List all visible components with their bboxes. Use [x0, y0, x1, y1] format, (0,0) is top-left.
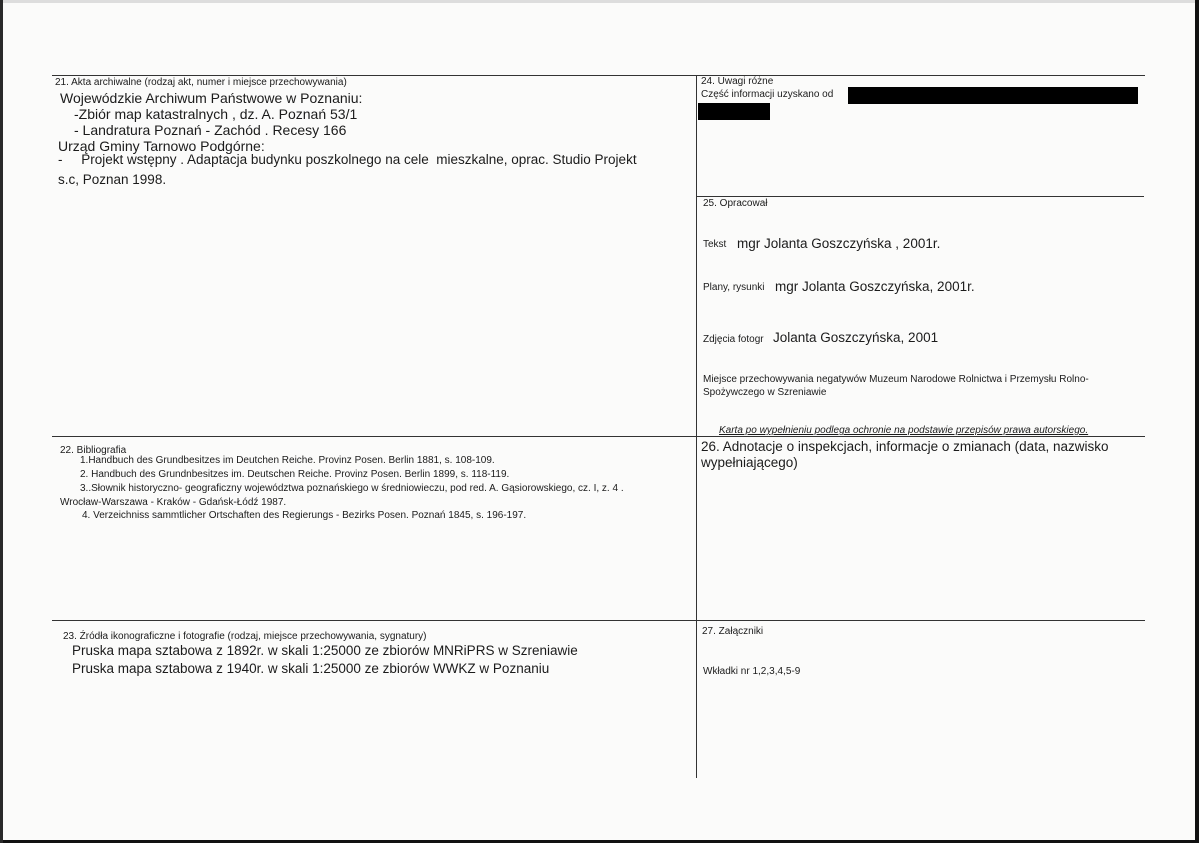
copyright-note: Karta po wypełnieniu podlega ochronie na podstawie przepisów prawa autorskiego. — [719, 425, 1089, 436]
section-27-label: 27. Załączniki — [702, 626, 764, 637]
plans-author-value: mgr Jolanta Goszczyńska, 2001r. — [775, 279, 975, 294]
section-21-line: s.c, Poznan 1998. — [58, 172, 167, 187]
photos-author-label: Zdjęcia fotogr — [703, 334, 764, 345]
redaction-bar — [848, 87, 1138, 104]
redaction-bar — [698, 103, 770, 120]
scan-edge-top — [0, 0, 1199, 3]
photos-author-value: Jolanta Goszczyńska, 2001 — [773, 330, 939, 345]
section-21-line: Wojewódzkie Archiwum Państwowe w Poznaniu: — [60, 90, 363, 106]
section-23-line: Pruska mapa sztabowa z 1940r. w skali 1:25000 ze zbiorów WWKZ w Poznaniu — [72, 661, 550, 676]
scan-edge-left — [0, 0, 3, 843]
section-24-line: Część informacji uzyskano od — [701, 89, 834, 100]
bibliography-entry: 3..Słownik historyczno- geograficzny województwa poznańskiego w średniowieczu, pod red. A. Gąsiorowskiego, cz. I, z. 4 . — [80, 483, 624, 494]
rule-middle — [52, 436, 1145, 437]
negatives-storage: Spożywczego w Szreniawie — [703, 387, 827, 398]
section-24-label: 24. Uwagi różne — [701, 76, 774, 87]
text-author-value: mgr Jolanta Goszczyńska , 2001r. — [737, 236, 941, 251]
bibliography-entry: 2. Handbuch des Grundnbesitzes im. Deutschen Reiche. Provinz Posen. Berlin 1899, s. 118-119. — [80, 469, 510, 480]
bibliography-entry: 4. Verzeichniss sammtlicher Ortschaften des Regierungs - Bezirks Posen. Poznań 1845, s. 196-197. — [82, 510, 527, 521]
plans-author-label: Plany, rysunki — [703, 282, 765, 293]
section-21-line: - Landratura Poznań - Zachód . Recesy 166 — [74, 122, 347, 138]
attachments-value: Wkładki nr 1,2,3,4,5-9 — [703, 666, 801, 677]
negatives-storage: Miejsce przechowywania negatywów Muzeum Narodowe Rolnictwa i Przemysłu Rolno- — [703, 374, 1089, 385]
scan-edge-right — [1195, 0, 1199, 843]
section-21-line: -Zbiór map katastralnych , dz. A. Poznań 53/1 — [74, 106, 358, 122]
section-26-label: 26. Adnotacje o inspekcjach, informacje o zmianach (data, nazwisko — [701, 439, 1109, 454]
text-author-label: Tekst — [703, 239, 727, 250]
section-23-line: Pruska mapa sztabowa z 1892r. w skali 1:25000 ze zbiorów MNRiPRS w Szreniawie — [72, 643, 578, 658]
rule-24-25 — [696, 196, 1144, 197]
section-21-label: 21. Akta archiwalne (rodzaj akt, numer i miejsce przechowywania) — [55, 77, 347, 88]
section-26-label: wypełniającego) — [701, 455, 798, 470]
rule-lower — [52, 620, 1145, 621]
section-21-line: Urząd Gminy Tarnowo Podgórne: — [58, 138, 265, 154]
section-22-label: 22. Bibliografia — [60, 445, 127, 456]
top-rule — [52, 75, 1145, 76]
bibliography-entry: Wrocław-Warszawa - Kraków - Gdańsk-Łódź 1987. — [60, 497, 287, 508]
center-divider — [696, 75, 697, 778]
section-25-label: 25. Opracował — [703, 198, 768, 209]
bibliography-entry: 1.Handbuch des Grundbesitzes im Deutchen Reiche. Provinz Posen. Berlin 1881, s. 108-109. — [80, 455, 495, 466]
section-21-line: - Projekt wstępny . Adaptacja budynku poszkolnego na cele mieszkalne, oprac. Studio Projekt — [58, 152, 637, 167]
section-23-label: 23. Źródła ikonograficzne i fotografie (rodzaj, miejsce przechowywania, sygnatury) — [63, 631, 427, 642]
